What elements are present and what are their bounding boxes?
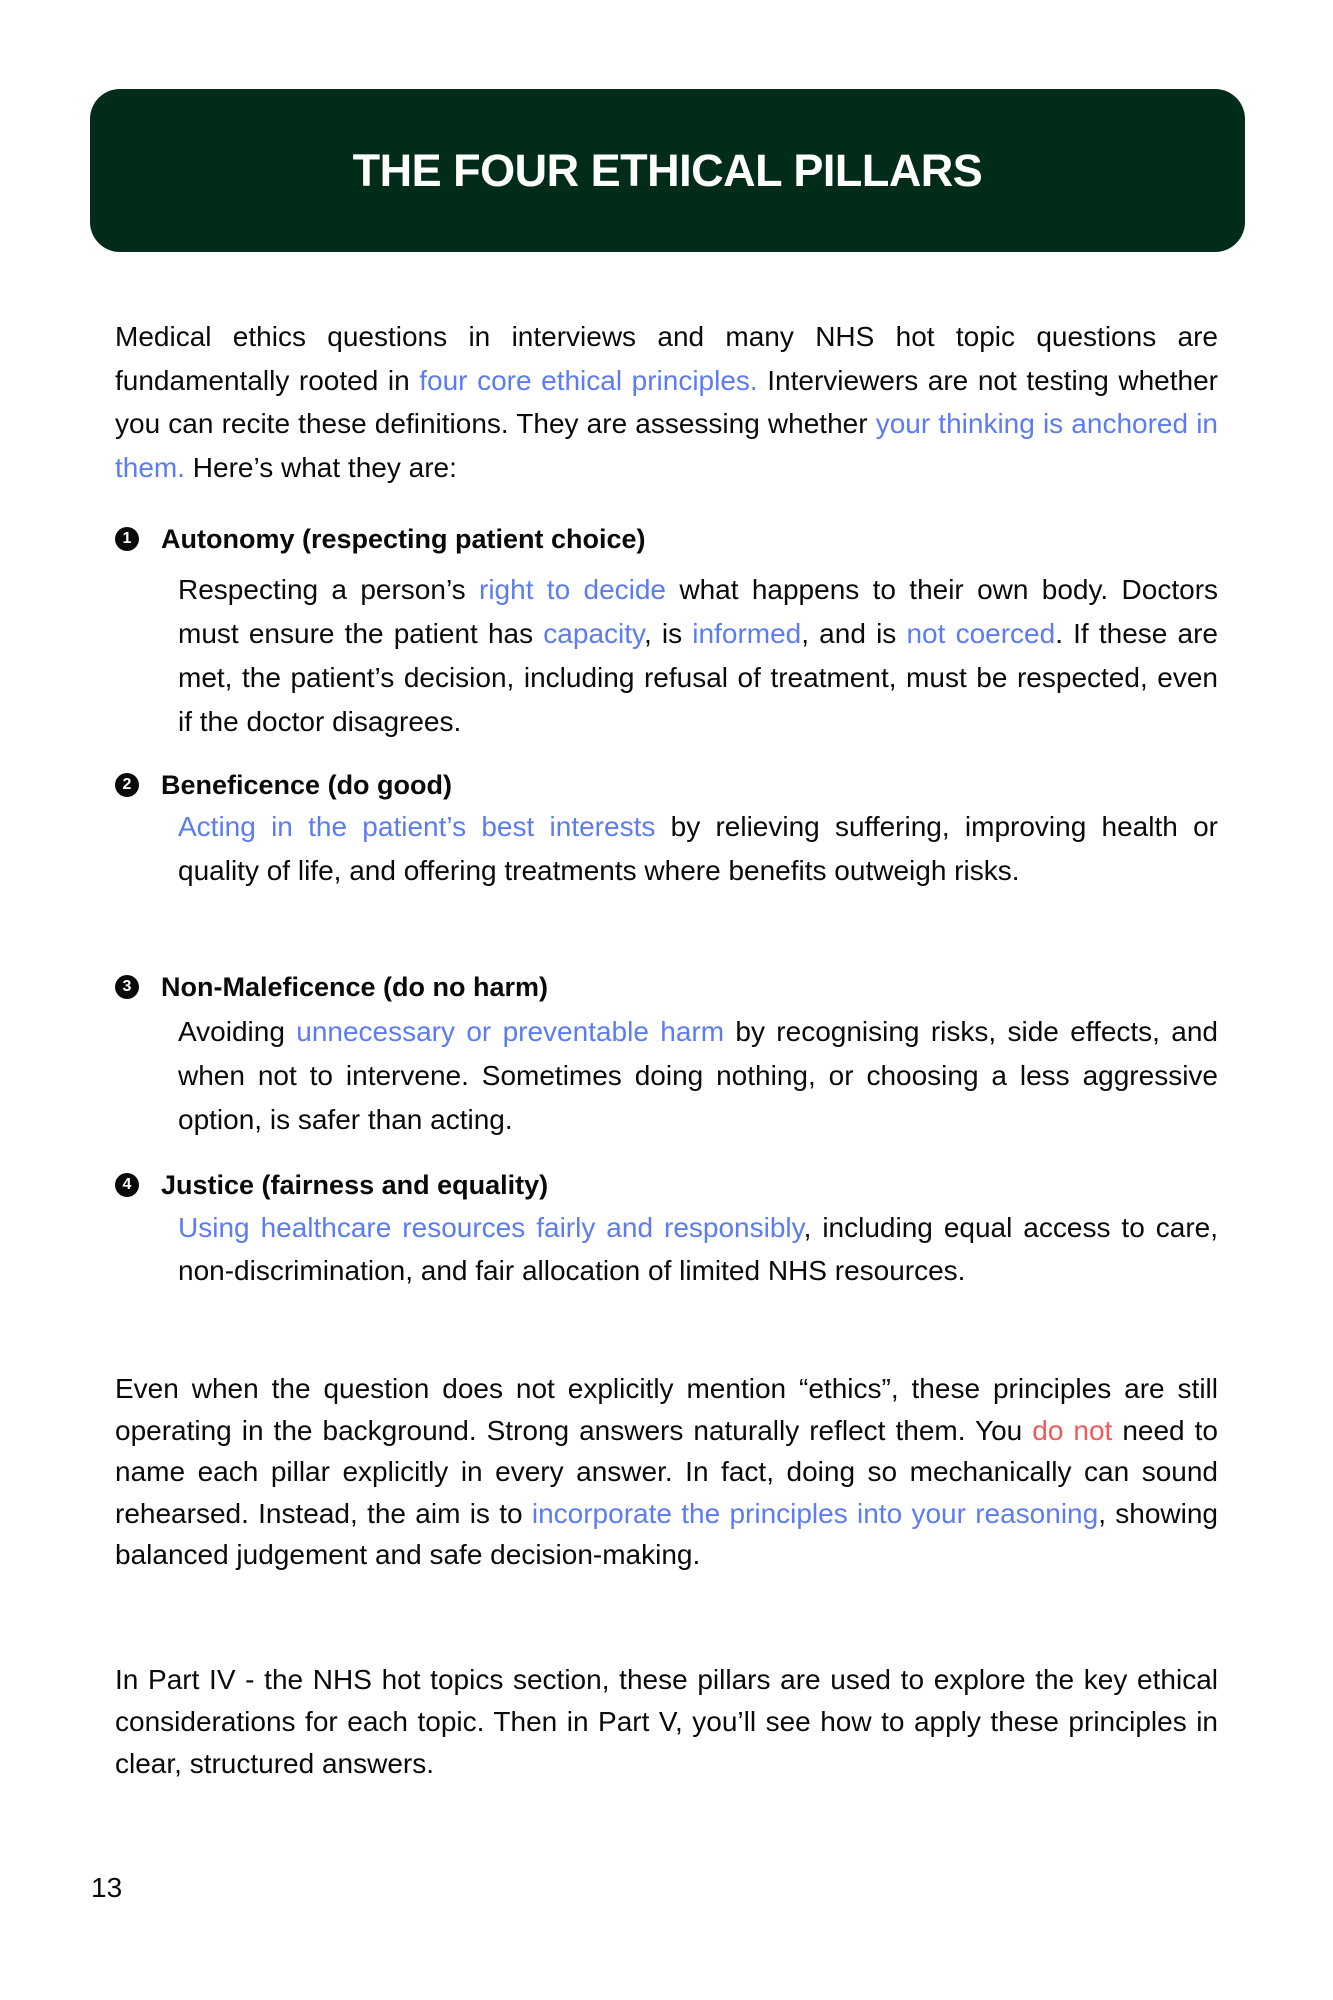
body-highlight: informed [692,618,802,649]
parts-paragraph: In Part IV - the NHS hot topics section, these pillars are used to explore the key ethical considerations for each topic. Then in Part V, you’ll see how to apply these principles in clear, structured answers. [115,1664,1218,1779]
body-highlight: not coerced [906,618,1056,649]
pillar-title: Non-Maleficence (do no harm) [161,971,549,1002]
body-highlight: capacity [543,618,644,649]
number-badge-icon: 2 [115,773,139,797]
body-text: , including equal access to care, non-discrimination, and fair allocation of limited NHS resources. [178,1212,1219,1286]
intro-highlight: four core ethical principles. [419,364,758,396]
pillar-body-non-maleficence [178,1010,1218,1142]
pillar-heading-non-maleficence [115,967,548,1007]
pillar-title: Justice (fairness and equality) [161,1169,549,1200]
number-badge-icon: 1 [115,527,139,551]
pillar-title: Beneficence (do good) [161,769,453,800]
body-text: by relieving suffering, improving health or quality of life, and offering treatments where benefits outweigh risks. [178,811,1218,886]
intro-text: Here’s what they are: [185,451,457,483]
body-text: Even when the question does not explicitly mention “ethics”, these principles are still operating in the background. Strong answers naturally reflect them. You [115,1373,1218,1446]
pillar-heading-justice [115,1165,548,1205]
pillar-heading-autonomy [115,519,646,559]
body-text: need to name each pillar explicitly in every answer. In fact, doing so mechanically can sound rehearsed. Instead, the aim is to [115,1414,1218,1529]
pillar-body-beneficence [178,805,1218,893]
body-text: by recognising risks, side effects, and when not to intervene. Sometimes doing nothing, or choosing a less aggressive option, is safer than acting. [178,1016,1219,1135]
page-title: THE FOUR ETHICAL PILLARS [352,144,983,196]
body-text: , and is [801,618,907,649]
number-badge-icon: 4 [115,1173,139,1197]
pillar-title: Autonomy (respecting patient choice) [161,523,646,554]
body-text: , showing balanced judgement and safe decision-making. [115,1497,1218,1570]
pillar-body-autonomy [178,568,1218,744]
pillar-body-justice [178,1207,1218,1292]
body-highlight: Acting in the patient’s best interests [178,811,656,842]
body-text: . If these are met, the patient’s decision, including refusal of treatment, must be respected, even if the doctor disagrees. [178,618,1219,737]
body-highlight: incorporate the principles into your reasoning [531,1497,1099,1529]
page-number: 13 [91,1872,123,1903]
body-text: what happens to their own body. Doctors must ensure the patient has [178,574,1219,649]
body-text: Respecting a person’s [178,574,479,605]
ethics-background-paragraph [115,1368,1218,1576]
body-highlight: right to decide [479,574,667,605]
intro-paragraph [115,315,1218,489]
body-text: Avoiding [178,1016,297,1047]
body-highlight: Using healthcare resources fairly and responsibly [178,1212,804,1243]
number-badge-icon: 3 [115,975,139,999]
intro-text: Medical ethics questions in interviews and many NHS hot topic questions are fundamentally rooted in [115,321,1218,396]
body-text: , is [643,618,693,649]
title-banner [90,89,1245,252]
emphasis-red: do not [1032,1414,1113,1446]
body-highlight: unnecessary or preventable harm [296,1016,725,1047]
intro-highlight: your thinking is anchored in them. [115,408,1218,483]
intro-text: Interviewers are not testing whether you can recite these definitions. They are assessing whether [115,364,1219,439]
pillar-heading-beneficence [115,765,452,805]
